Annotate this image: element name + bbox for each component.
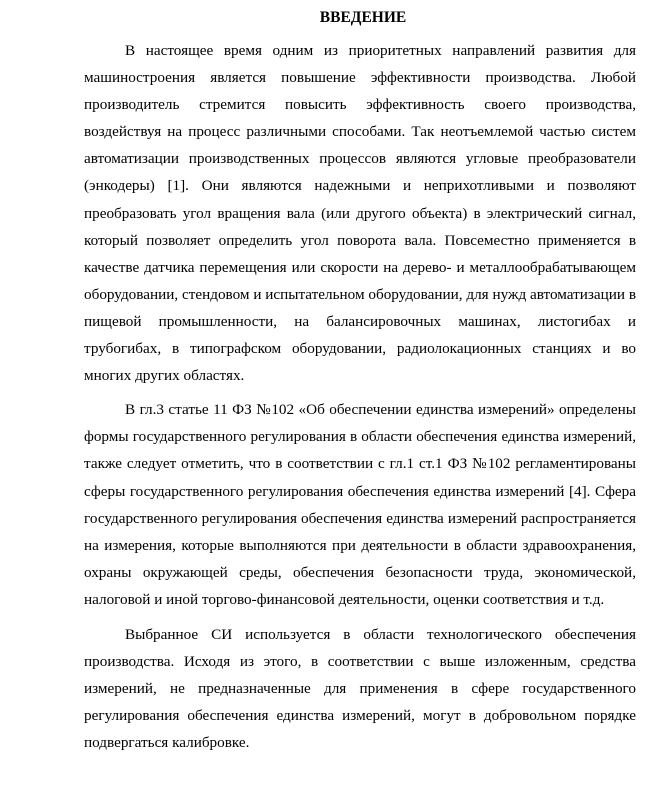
section-title: ВВЕДЕНИЕ bbox=[319, 9, 407, 26]
paragraph-2: В гл.3 статье 11 ФЗ №102 «Об обеспечении единства измерений» определены формы государственного регулирования в области обеспечения единства измерений, также следует отметить, что в соответствии с гл.1 ст.1 ФЗ №102 регламентированы сферы государственного регулирования обеспечения единства измерений [4]. Сфера государственного регулирования обеспечения единства измерений распространяется на измерения, которые выполняются при деятельности в области здравоохранения, охраны окружающей среды, обеспечения безопасности труда, экономической, налоговой и иной торгово-финансовой деятельности, оценки соответствия и т.д. bbox=[84, 401, 636, 608]
paragraph-3: Выбранное СИ используется в области технологического обеспечения производства. Исходя из этого, в соответствии с выше изложенным, средства измерений, не предназначенные для применения в сфере государственного регулирования обеспечения единства измерений, могут в добровольном порядке подвергаться калибровке. bbox=[84, 625, 636, 752]
document-page bbox=[84, 8, 636, 756]
paragraph-1: В настоящее время одним из приоритетных направлений развития для машиностроения является повышение эффективности производства. Любой производитель стремится повысить эффективность своего производства, воздействуя на процесс различными способами. Так неотъемлемой частью систем автоматизации производственных процессов являются угловые преобразователи (энкодеры) [1]. Они являются надежными и неприхотливыми и позволяют преобразовать угол вращения вала (или другого объекта) в электрический сигнал, который позволяет определить угол поворота вала. Повсеместно применяется в качестве датчика перемещения или скорости на дерево- и металлообрабатывающем оборудовании, стендовом и испытательном оборудовании, для нужд автоматизации в пищевой промышленности, на балансировочных машинах, листогибах и трубогибах, в типографском оборудовании, радиолокационных станциях и во многих других областях. bbox=[84, 42, 636, 385]
